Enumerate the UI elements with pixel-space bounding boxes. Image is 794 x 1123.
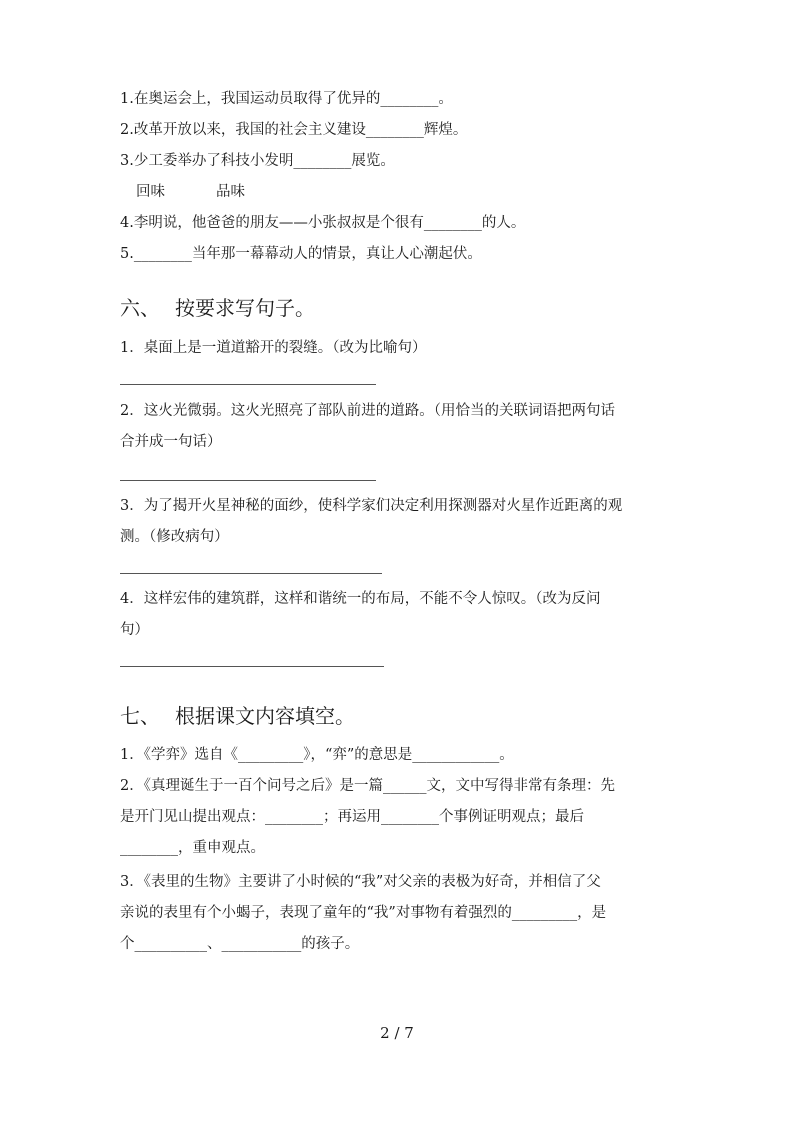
s7-question-3-line-2: 亲说的表里有个小蝎子，表现了童年的“我”对事物有着强烈的_________，是 (120, 905, 607, 921)
s6-answer-line-3[interactable] (120, 573, 382, 574)
s7-question-3-line-1: 3．《表里的生物》主要讲了小时候的“我”对父亲的表极为好奇，并相信了父 (120, 874, 601, 890)
section-6-number: 六、 (120, 296, 160, 320)
word-option: 品味 (216, 184, 245, 200)
word-option: 回味 (136, 184, 165, 200)
s7-question-2-line-3: ________，重申观点。 (120, 840, 265, 856)
section-6-title: 按要求写句子。 (175, 296, 315, 320)
word-options (136, 183, 245, 201)
s6-answer-line-1[interactable] (120, 384, 376, 385)
s6-question-2-line-1: 2．这火光微弱。这火光照亮了部队前进的道路。（用恰当的关联词语把两句话 (120, 403, 615, 419)
section-7-title: 根据课文内容填空。 (175, 704, 355, 728)
s6-answer-line-2[interactable] (120, 480, 376, 481)
fill-item-5: 5.________当年那一幕幕动人的情景，真让人心潮起伏。 (120, 246, 482, 262)
section-7-number: 七、 (120, 704, 160, 728)
s6-answer-line-4[interactable] (120, 666, 384, 667)
section-6-heading (120, 296, 315, 320)
s7-question-1: 1．《学弈》选自《_________》，“弈”的意思是____________。 (120, 747, 514, 763)
s6-question-3-line-2: 测。（修改病句） (120, 529, 229, 545)
s7-question-2-line-1: 2．《真理诞生于一百个问号之后》是一篇______文，文中写得非常有条理：先 (120, 778, 615, 794)
fill-item-3: 3.少工委举办了科技小发明________展览。 (120, 153, 395, 169)
s6-question-4-line-2: 句） (120, 622, 149, 638)
fill-item-4: 4.李明说，他爸爸的朋友——小张叔叔是个很有________的人。 (120, 215, 526, 231)
s6-question-2-line-2: 合并成一句话） (120, 434, 222, 450)
fill-item-2: 2.改革开放以来，我国的社会主义建设________辉煌。 (120, 122, 468, 138)
s6-question-1: 1．桌面上是一道道豁开的裂缝。（改为比喻句） (120, 340, 427, 356)
section-7-heading (120, 704, 355, 728)
s7-question-3-line-3: 个__________、___________的孩子。 (120, 936, 360, 952)
fill-item-1: 1.在奥运会上，我国运动员取得了优异的________。 (120, 91, 453, 107)
page-number: 2 / 7 (380, 1024, 414, 1042)
s6-question-4-line-1: 4．这样宏伟的建筑群，这样和谐统一的布局，不能不令人惊叹。（改为反问 (120, 591, 601, 607)
s7-question-2-line-2: 是开门见山提出观点：________；再运用________个事例证明观点；最后 (120, 809, 584, 825)
s6-question-3-line-1: 3．为了揭开火星神秘的面纱，使科学家们决定利用探测器对火星作近距离的观 (120, 498, 623, 514)
